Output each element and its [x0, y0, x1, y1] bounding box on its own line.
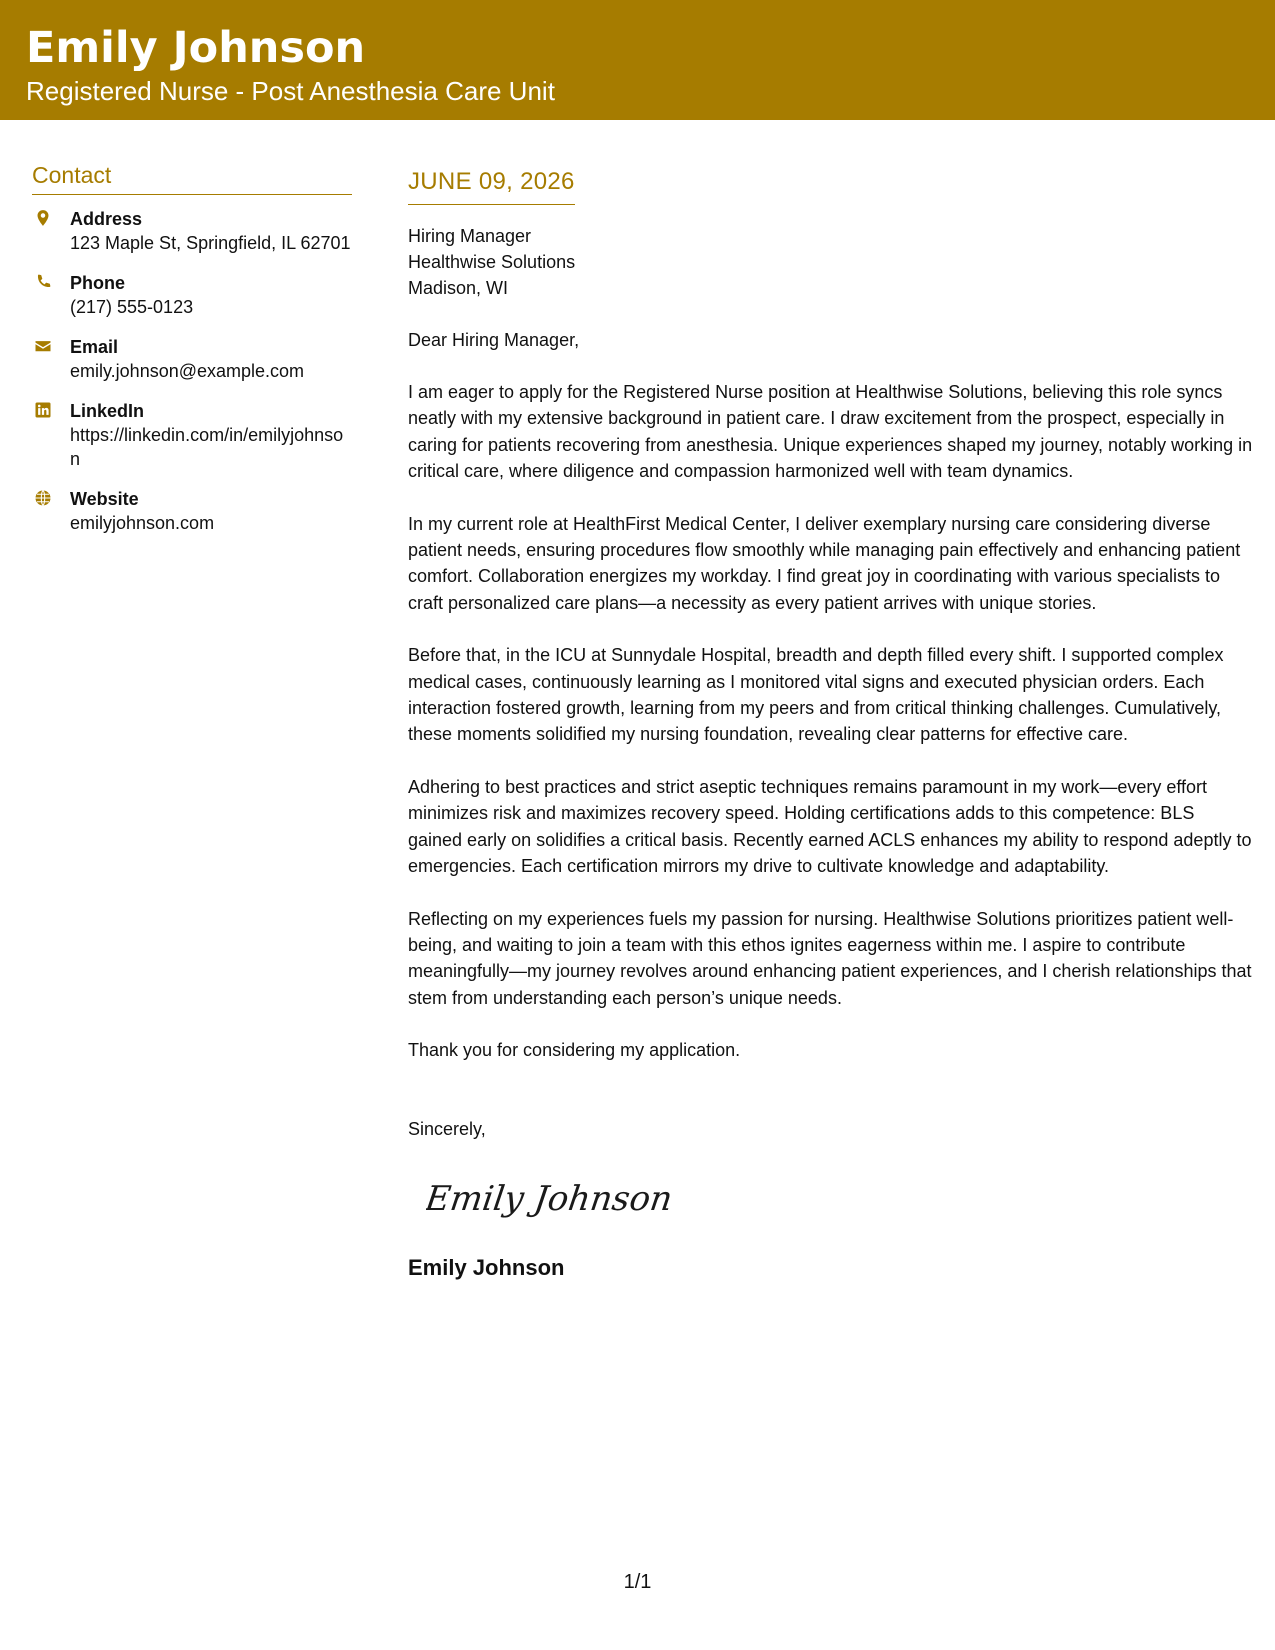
- recipient-block: [408, 223, 1253, 301]
- contact-label: Phone: [70, 273, 126, 293]
- paragraph: In my current role at HealthFirst Medical Center, I deliver exemplary nursing care considering diverse patient needs, ensuring procedures flow smoothly while managing pain effectively and enhancing patient comfort. Collaboration energizes my workday. I find great joy in coordinating with various specialists to craft personalized care plans—a necessity as every patient arrives with unique stories.: [408, 513, 1241, 613]
- handwritten-signature: [426, 1168, 686, 1230]
- candidate-title: Registered Nurse - Post Anesthesia Care Unit: [26, 76, 555, 106]
- page-number: 1/1: [623, 1571, 652, 1593]
- envelope-icon: [34, 337, 52, 355]
- greeting: Dear Hiring Manager,: [408, 330, 580, 350]
- contact-label: Address: [70, 209, 143, 229]
- contact-website: [32, 487, 352, 535]
- contact-heading: Contact: [32, 160, 352, 195]
- map-pin-icon: [34, 209, 52, 227]
- phone-icon: [34, 273, 52, 291]
- header-banner: [0, 0, 1275, 120]
- letter-date: JUNE 09, 2026: [408, 166, 575, 205]
- paragraph: Reflecting on my experiences fuels my passion for nursing. Healthwise Solutions prioritizes patient well-being, and waiting to join a team with this ethos ignites eagerness within me. I aspire to contribute meaningfully—my journey revolves around enhancing patient experiences, and I cherish relationships that stem from understanding each person’s unique needs.: [408, 908, 1252, 1008]
- contact-label: Website: [70, 489, 139, 509]
- paragraph: I am eager to apply for the Registered Nurse position at Healthwise Solutions, believing this role syncs neatly with my extensive background in patient care. I draw excitement from the prospect, especially in caring for patients recovering from anesthesia. Unique experiences shaped my journey, notably working in critical care, where diligence and compassion harmonized well with team dynamics.: [408, 382, 1253, 482]
- contact-email: [32, 335, 352, 383]
- letter-body: [408, 166, 1253, 1283]
- contact-label: LinkedIn: [70, 401, 145, 421]
- recipient-line: Madison, WI: [408, 278, 509, 298]
- contact-value: (217) 555-0123: [70, 297, 194, 317]
- contact-phone: [32, 271, 352, 319]
- contact-value: 123 Maple St, Springfield, IL 62701: [70, 233, 351, 253]
- candidate-name: Emily Johnson: [26, 23, 366, 73]
- closing: Sincerely,: [408, 1118, 486, 1139]
- contact-value[interactable]: https://linkedin.com/in/emilyjohnson: [70, 425, 344, 469]
- paragraph: Before that, in the ICU at Sunnydale Hospital, breadth and depth filled every shift. I supported complex medical cases, continuously learning as I monitored vital signs and executed physician orders. Each interaction fostered growth, learning from my peers and from critical thinking challenges. Cumulatively, these moments solidified my nursing foundation, revealing clear patterns for effective care.: [408, 645, 1224, 745]
- globe-icon: [34, 489, 52, 507]
- contact-label: Email: [70, 337, 119, 357]
- contact-address: [32, 207, 352, 255]
- contact-value[interactable]: emily.johnson@example.com: [70, 361, 305, 381]
- contact-linkedin: [32, 399, 352, 471]
- signer-name: Emily Johnson: [408, 1254, 565, 1280]
- contact-sidebar: [32, 160, 352, 535]
- paragraph: Thank you for considering my application.: [408, 1040, 741, 1061]
- recipient-line: Healthwise Solutions: [408, 252, 576, 272]
- paragraph: Adhering to best practices and strict aseptic techniques remains paramount in my work—every effort minimizes risk and maximizes recovery speed. Holding certifications adds to this competence: BLS gained early on solidifies a critical basis. Recently earned ACLS enhances my ability to respond adeptly to emergencies. Each certification mirrors my drive to cultivate knowledge and adaptability.: [408, 776, 1252, 877]
- recipient-line: Hiring Manager: [408, 226, 532, 246]
- signature-text: Emily Johnson: [426, 1178, 675, 1219]
- linkedin-icon: [34, 401, 52, 419]
- contact-value[interactable]: emilyjohnson.com: [70, 513, 215, 533]
